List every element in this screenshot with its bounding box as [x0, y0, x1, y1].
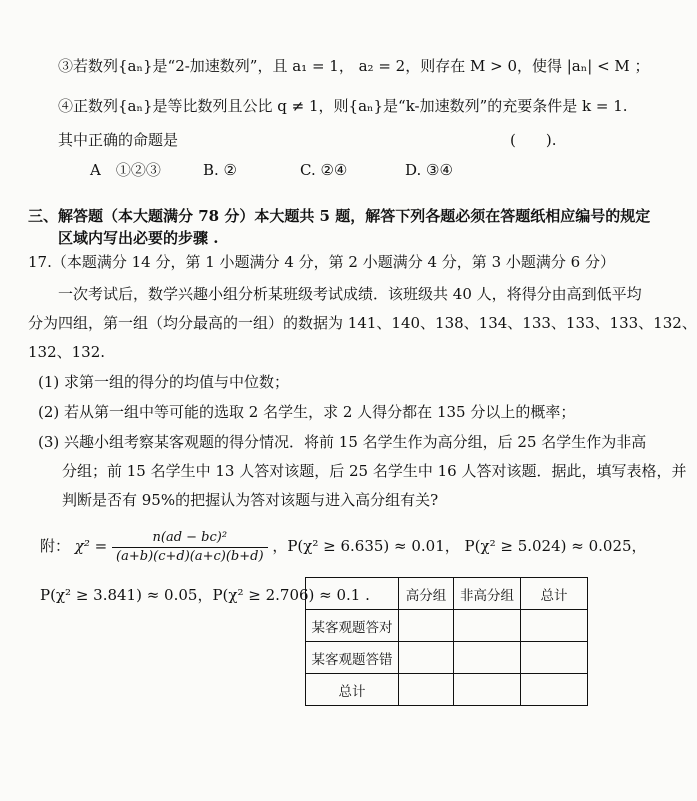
contingency-table: [305, 577, 588, 706]
problem17-para2: 分为四组，第一组（均分最高的一组）的数据为 141、140、138、134、133、133、133、132、: [28, 314, 697, 332]
answer-paren: ( ).: [510, 131, 557, 149]
appendix-label: 附：: [40, 537, 71, 555]
problem17-header: 17.（本题满分 14 分，第 1 小题满分 4 分，第 2 小题满分 4 分，第 3 小题满分 6 分）: [28, 253, 615, 271]
section-heading-line1: 三、解答题（本大题满分 78 分）本大题共 5 题，解答下列各题必须在答题纸相应编号的规定: [28, 207, 651, 225]
table-cell: [454, 610, 521, 642]
table-row-label: 某客观题答错: [306, 642, 399, 674]
table-row-label: 某客观题答对: [306, 610, 399, 642]
table-cell: [399, 674, 454, 706]
problem17-q2: (2) 若从第一组中等可能的选取 2 名学生，求 2 人得分都在 135 分以上的概率；: [38, 403, 576, 421]
table-header-cell: [306, 578, 399, 610]
table-cell: [399, 610, 454, 642]
problem17-q3-line2: 分组；前 15 名学生中 13 人答对该题，后 25 名学生中 16 人答对该题．据此，填写表格，并: [62, 462, 687, 480]
table-cell: [454, 674, 521, 706]
problem17-q1: (1) 求第一组的得分的均值与中位数；: [38, 373, 290, 391]
statement-item-4: ④正数列{aₙ}是等比数列且公比 q ≠ 1，则{aₙ}是“k-加速数列”的充要条件是 k = 1.: [58, 97, 628, 115]
section-heading-line2: 区域内写出必要的步骤 .: [58, 229, 219, 247]
table-cell: [521, 610, 588, 642]
fraction-numerator: n(ad − bc)²: [112, 529, 268, 548]
problem17-q3-line1: (3) 兴趣小组考察某客观题的得分情况．将前 15 名学生作为高分组，后 25 名学生作为非高: [38, 433, 647, 451]
chi-square-lhs: χ² =: [74, 537, 108, 555]
table-header-cell: 总计: [521, 578, 588, 610]
probability-line-3: P(χ² ≥ 3.841) ≈ 0.05，P(χ² ≥ 2.706) ≈ 0.1 .: [40, 586, 370, 604]
table-cell: [521, 642, 588, 674]
table-row: [306, 610, 588, 642]
probability-1: ，P(χ² ≥ 6.635) ≈ 0.01，: [272, 537, 460, 555]
statement-item-3: ③若数列{aₙ}是“2-加速数列”，且 a₁ = 1， a₂ = 2，则存在 M > 0，使得 |aₙ| < M ；: [58, 57, 650, 75]
table-row: [306, 642, 588, 674]
fraction-denominator: (a+b)(c+d)(a+c)(b+d): [116, 548, 264, 564]
table-header-cell: 非高分组: [454, 578, 521, 610]
table-row: [306, 674, 588, 706]
appendix-formula: [40, 527, 647, 566]
problem17-para3: 132、132.: [28, 343, 106, 361]
table-header-cell: 高分组: [399, 578, 454, 610]
problem17-para1: 一次考试后，数学兴趣小组分析某班级考试成绩．该班级共 40 人，将得分由高到低平均: [58, 285, 642, 303]
chi-square-fraction: [112, 529, 268, 566]
choice-a: A ①②③: [90, 161, 161, 179]
table-header-row: [306, 578, 588, 610]
problem17-q3-line3: 判断是否有 95%的把握认为答对该题与进入高分组有关?: [62, 491, 439, 509]
table-cell: [399, 642, 454, 674]
choice-b: B. ②: [203, 161, 238, 179]
probability-2: P(χ² ≥ 5.024) ≈ 0.025，: [464, 537, 647, 555]
table-row-label: 总计: [306, 674, 399, 706]
choice-c: C. ②④: [300, 161, 348, 179]
question-prompt: 其中正确的命题是: [58, 131, 179, 149]
table-cell: [454, 642, 521, 674]
table-cell: [521, 674, 588, 706]
choice-d: D. ③④: [405, 161, 453, 179]
